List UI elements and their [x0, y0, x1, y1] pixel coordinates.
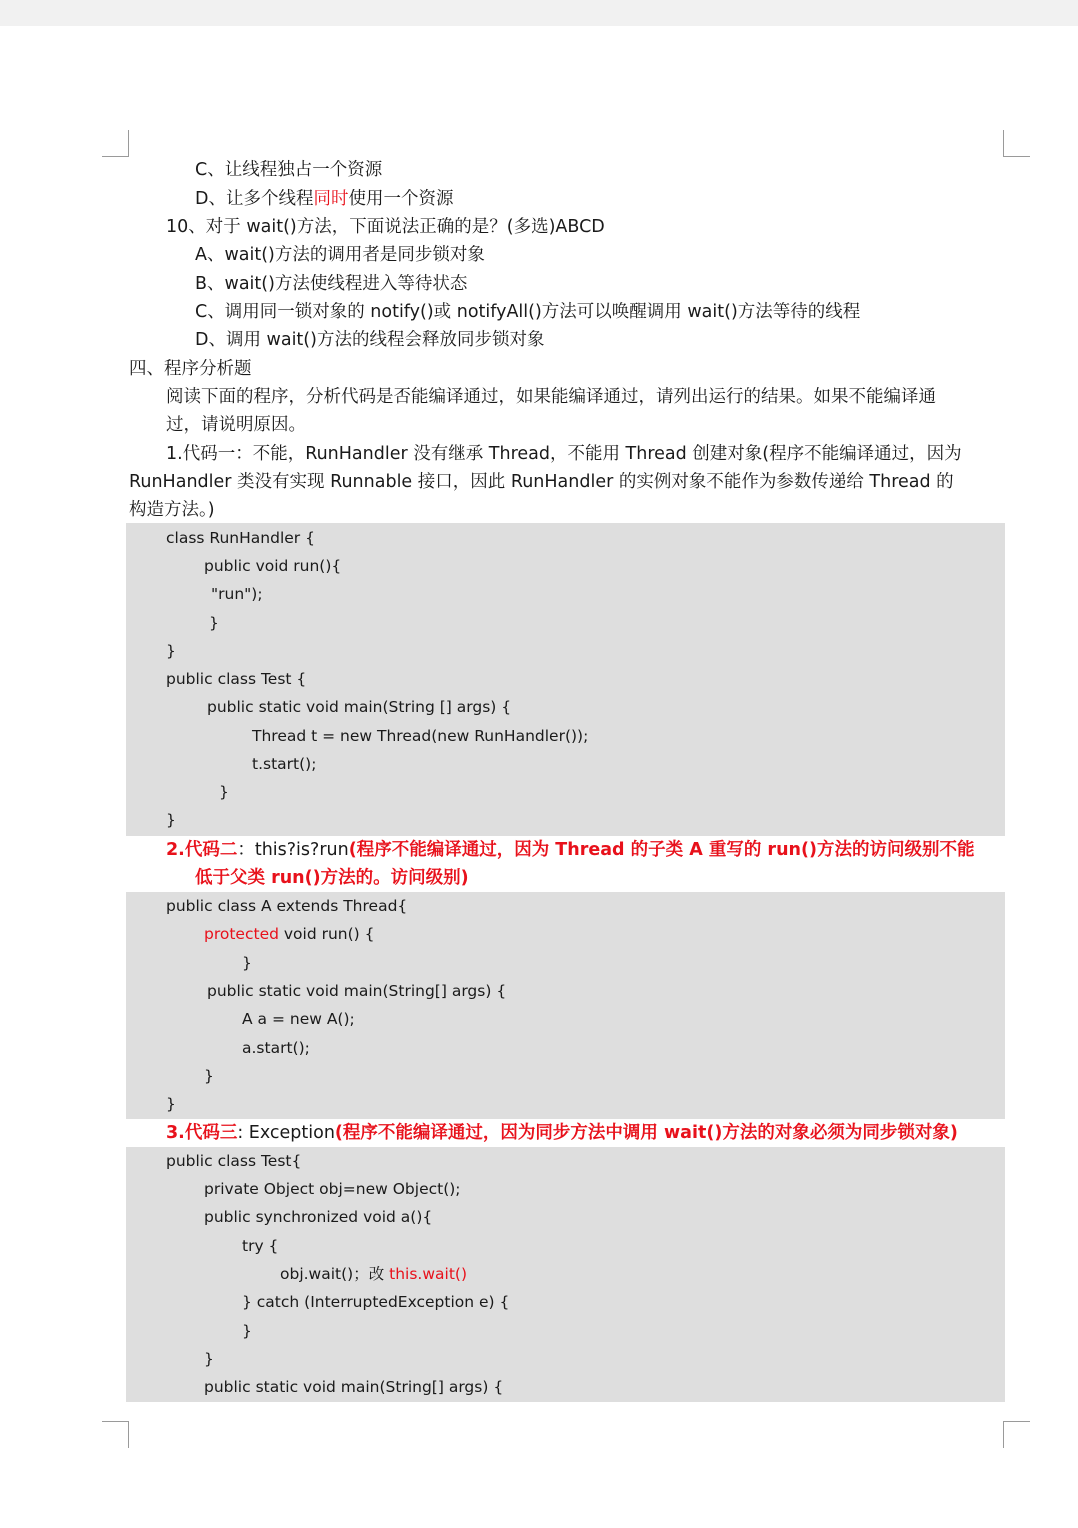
code3-reason: (程序不能编译通过，因为同步方法中调用 wait()方法的对象必须为同步锁对象) [334, 1123, 958, 1143]
code3-line [280, 1260, 467, 1288]
crop-mark-top-left [102, 130, 129, 157]
code2-answer [166, 836, 974, 864]
code3-line: private Object obj=new Object(); [204, 1180, 461, 1198]
code1-answer-line-2: RunHandler 类没有实现 Runnable 接口，因此 RunHandler 的实例对象不能作为参数传递给 Thread 的 [129, 472, 954, 492]
q10-option-d: D、调用 wait()方法的线程会释放同步锁对象 [195, 330, 545, 350]
code2-line: A a = new A(); [242, 1010, 355, 1028]
code1-line: class RunHandler { [166, 529, 315, 547]
code2-line-rest: void run() { [278, 925, 375, 943]
code2-label: 2.代码二 [166, 840, 238, 860]
code2-reason: (程序不能编译通过，因为 Thread 的子类 A 重写的 run()方法的访问级别不能 [348, 840, 975, 860]
section-intro-line-1: 阅读下面的程序，分析代码是否能编译通过，如果能编译通过，请列出运行的结果。如果不能编译通 [166, 387, 936, 407]
code2-protected-keyword: protected [204, 925, 279, 943]
code1-line: } [166, 811, 176, 829]
code2-line: } [242, 954, 252, 972]
code3-correction: this.wait() [389, 1265, 468, 1283]
code3-line-text: obj.wait()；改 [280, 1265, 390, 1283]
q9-option-d-highlight: 同时 [313, 189, 349, 209]
code3-line: } [204, 1350, 214, 1368]
code2-line [204, 920, 375, 948]
code3-line: } catch (InterruptedException e) { [242, 1293, 510, 1311]
code1-line: } [209, 614, 219, 632]
code3-line: } [242, 1322, 252, 1340]
code1-line: } [166, 642, 176, 660]
code1-answer-line-1: 1.代码一：不能，RunHandler 没有继承 Thread，不能用 Thread 创建对象(程序不能编译通过，因为 [166, 444, 962, 464]
code3-label: 3.代码三 [166, 1123, 238, 1143]
code3-line: public class Test{ [166, 1152, 302, 1170]
q9-option-c: C、让线程独占一个资源 [195, 160, 383, 180]
code1-line: public class Test { [166, 670, 307, 688]
code3-line: public static void main(String[] args) { [204, 1378, 504, 1396]
crop-mark-bottom-right [1003, 1421, 1030, 1448]
code3-line: try { [242, 1237, 279, 1255]
section-intro-line-2: 过，请说明原因。 [166, 415, 306, 435]
code1-line: Thread t = new Thread(new RunHandler()); [252, 727, 589, 745]
code1-line: public void run(){ [204, 557, 342, 575]
crop-mark-top-right [1003, 130, 1030, 157]
code1-answer-line-3: 构造方法。) [129, 500, 215, 520]
code2-reason-continued: 低于父类 run()方法的。访问级别) [195, 868, 469, 888]
code2-line: a.start(); [242, 1039, 310, 1057]
code1-line: t.start(); [252, 755, 317, 773]
code2-line: } [204, 1067, 214, 1085]
code1-line: public static void main(String [] args) { [207, 698, 512, 716]
code3-answer [166, 1119, 958, 1147]
code3-answer-text: : Exception [237, 1123, 335, 1143]
q9-option-d-pre: D、让多个线程 [195, 189, 314, 209]
section-title: 四、程序分析题 [129, 359, 252, 379]
code2-line: public class A extends Thread{ [166, 897, 408, 915]
code3-line: public synchronized void a(){ [204, 1208, 433, 1226]
code1-line: "run"); [211, 585, 263, 603]
q10-option-b: B、wait()方法使线程进入等待状态 [195, 274, 468, 294]
code2-line: public static void main(String[] args) { [207, 982, 507, 1000]
q9-option-d-post: 使用一个资源 [348, 189, 454, 209]
q10-question: 10、对于 wait()方法，下面说法正确的是？(多选)ABCD [166, 217, 605, 237]
q10-option-c: C、调用同一锁对象的 notify()或 notifyAll()方法可以唤醒调用 wait()方法等待的线程 [195, 302, 861, 322]
code2-line: } [166, 1095, 176, 1113]
crop-mark-bottom-left [102, 1421, 129, 1448]
code1-line: } [219, 783, 229, 801]
code2-answer-text: ：this?is?run [237, 840, 349, 860]
q9-option-d [195, 185, 453, 213]
code2-reason-line-2 [195, 864, 469, 892]
q10-option-a: A、wait()方法的调用者是同步锁对象 [195, 245, 485, 265]
viewer-top-bar [0, 0, 1078, 26]
